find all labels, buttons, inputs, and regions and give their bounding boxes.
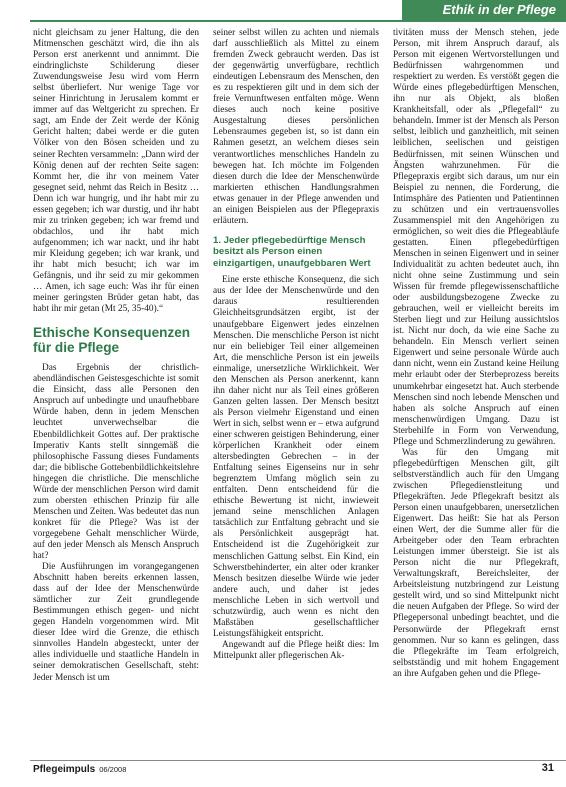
section-label: Ethik in der Pflege [442,2,556,17]
paragraph: seiner selbst willen zu achten und niemals darf ausschließlich als Mittel zu einem fremden Zweck gebraucht werden. Das ist der gegenwärtig unverfügbare, rechtlich eindeutigen Lebensraum des Menschen, den es zu respektieren gilt und in dem sich der freie Vernunftwesen entfalten möge. Wenn dieses auch noch keine positive Ausgestaltung dieses persönlichen Lebensraumes gegeben ist, so ist dann ein Rahmen gesetzt, an welchem dieses sein verantwortliches menschliches Handeln zu bewegen hat. Ich möchte im Folgenden diesen durch die Idee der Menschenwürde markierten ethischen Handlungsrahmen etwas genauer in der Pflege anwenden und an einigen Beispielen aus der Pflegepraxis erläutern. [213,28,379,226]
text-column-3 [393,28,559,750]
subsection-heading: 1. Jeder pflegebedürftige Mensch besitzt als Person einen einzigartigen, unaufgebbaren Wert [213,234,371,269]
paragraph: Das Ergebnis der christlich-abendländischen Geistesgeschichte ist somit die Einsicht, dass alle Personen den Anspruch auf unbedingte und unaufhebbare Würde haben, denn in jedem Menschen leuchtet unverwechselbar die Ebenbildlichkeit Gottes auf. Der praktische Imperativ Kants stellt sinngemäß die philosophische Fassung dieses Fundaments dar; die biblische Gottebenbildlichkeitslehre hingegen die christliche. Die menschliche Würde der menschlichen Person wird damit zum obersten ethischen Prinzip für alle Menschen und Zeiten. Was bedeutet das nun konkret für die Pflege? Was ist der vorgegebene Gehalt menschlicher Würde, auf den jeder Mensch als Mensch Anspruch hat? [33,363,199,562]
paragraph: Eine erste ethische Konsequenz, die sich aus der Idee der Menschenwürde und den daraus resultierenden Gleichheitsgrundsätzen ergibt, ist der unaufgebbare Eigenwert jedes einzelnen Menschen. Die menschliche Person ist nicht nur ein beliebiger Teil einer allgemeinen Art, die menschliche Person ist ein jeweils einmalige, unersetzliche Wirklichkeit. Wer den Menschen als Person anerkennt, kann ihn daher nicht nur als Teil eines größeren Ganzen gelten lassen. Der Mensch besitzt als Person vielmehr Eigenstand und einen Wert in sich, selbst wenn er – etwa aufgrund einer schweren geistigen Behinderung, einer körperlichen Krankheit oder einem altersbedingten Gebrechen – in der Entfaltung seines Eigenseins nur in sehr begrenztem Umfang möglich sein zu entfalten. Denn entscheidend für die ethische Bewertung ist nicht, inwieweit jemand seine menschlichen Anlagen tatsächlich zur Entfaltung gebracht und sie als Persönlichkeit ausgeprägt hat. Entscheidend ist die Zugehörigkeit zur menschlichen Gattung selbst. Ein Kind, ein Schwerstbehinderter, ein alter oder kranker Mensch besitzen dieselbe Würde wie jeder andere auch, und daher ist jedes menschliche Leben in sich wertvoll und schutzwürdig, auch wenn es nicht den Maßstäben gesellschaftlicher Leistungsfähigkeit entspricht. [213,275,379,639]
paragraph: Die Ausführungen im vorangegangenen Abschnitt haben bereits erkennen lassen, dass auf der Idee der Menschenwürde sämtlicher zur Zeit grundlegende Bestimmungen ethisch gegen- und nicht gegen Handeln vorgenommen wird. Mit dieser Idee wird die Grenze, die ethisch sinnvolles Handeln abgesteckt, unter der alles individuelle und staatliche Handeln in seiner demokratischen Gesellschaft, steht: Jeder Mensch ist um [33,562,199,683]
text-column-2 [213,28,379,750]
paragraph: Was für den Umgang mit pflegebedürftigen Menschen gilt, gilt selbstverständlich auch für den Umgang zwischen Pflegedienstleitung und Pflegekräften. Jede Pflegekraft besitzt als Person einen unaufgebbaren, unersetzlichen Eigenwert. Das heißt: Sie hat als Person einen Wert, der die Summe aller für die Arbeitgeber oder den Team erbrachten Leistungen immer übersteigt. Sie ist als Person nicht die nur Pflegekraft, Verwaltungskraft, Bereichsleiter, der Arbeitsleistung nutzbringend zur Leistung gestellt wird, und so sind Mittelpunkt nicht die neuen Aufgaben der Pflege. So wird der Pflegepersonal unbedingt beachtet, und die Personwürde der Pflegekraft ernst genommen. Nur so kann es gelingen, dass die Pflegekräfte im Team erfolgreich, selbstständig und mit hohem Engagement an ihre Aufgaben gehen und die Pflege- [393,447,559,679]
section-header-band [402,0,566,20]
paragraph: tivitäten muss der Mensch stehen, jede Person, mit ihrem Anspruch darauf, als Person mit eigenen Wertvorstellungen und Bedürfnissen wahrgenommen und respektiert zu werden. Es verstößt gegen die Würde eines pflegebedürftigen Menschen, ihn nur als Objekt, als bloßen Krankheitsfall, oder als „Pflegefall“ zu behandeln. Immer ist der Mensch als Person selbst, leiblich und ganzheitlich, mit seinen leiblichen, seelischen und geistigen Bedürfnissen, mit seinen Wünschen und Ängsten wahrzunehmen. Für die Pflegepraxis ergibt sich daraus, um nur ein Beispiel zu nennen, die Forderung, die Intimsphäre des Patienten und Patientinnen zu schützen und ein vertrauensvolles Zusammenspiel mit den Angehörigen zu ermöglichen, so weit dies die Pflegeabläufe gestatten. Einen pflegebedürftigen Menschen in seinen Eigenwert und in seiner Individualität zu achten bedeutet auch, ihn nicht ohne seine Zustimmung und sein Wissen für fremde pflegewissenschaftliche oder ausbildungsbezogene Zwecke zu gebrauchen, weil er vielleicht bereits im Sterben liegt und zur Heilung aussichtslos ist. Nicht nur doch, da wie eine Sache zu behandeln. Ein Mensch verliert seinen Eigenwert und seine personale Würde auch dann nicht, wenn ein Zustand keine Heilung mehr erlaubt oder der Sterbeprozess bereits unumkehrbar eingesetzt hat. Auch sterbende Menschen sind noch lebende Menschen und haben als solche Anspruch auf einen menschenwürdigen Umgang. Dazu ist Sterbehilfe in Form von Verwendung, Pflege und Schmerzlinderung zu gewähren. [393,28,559,447]
paragraph: nicht gleichsam zu jener Haltung, die den Mitmenschen geschätzt wird, die ihn als Person erst anerkennt und annimmt. Die eindringlichste Schilderung dieser Zuwendungsweise Jesu wird vom Herrn selbst überliefert. Nur wenige Tage vor seiner Hinrichtung in Jerusalem kommt er immer auf das Weltgericht zu sprechen. Er sagt, am Ende der Zeit werde der König Gericht halten; dabei werde er die guten Völker von den Bösen scheiden und zu seiner Rechten versammeln: „Dann wird der König denen auf der rechten Seite sagen: Kommt her, die ihr von meinem Vater gesegnet seid, nehmt das Reich in Besitz … Denn ich war hungrig, und ihr habt mir zu essen gegeben; ich war durstig, und ihr habt mir zu trinken gegeben; ich war fremd und obdachlos, und ihr habt mich aufgenommen; ich war nackt, und ihr habt mir Kleidung gegeben; ich war krank, und ihr habt mich besucht; ich war im Gefängnis, und ihr seid zu mir gekommen … Amen, ich sage euch: Was ihr für einen meiner geringsten Brüder getan habt, das habt ihr mir getan (Mt 25, 35-40).“ [33,28,199,315]
footer-rule [30,760,566,761]
paragraph: Angewandt auf die Pflege heißt dies: Im Mittelpunkt aller pflegerischen Ak- [213,639,379,661]
section-heading: Ethische Konsequenzen für die Pflege [33,325,191,356]
page-number: 31 [541,762,554,774]
text-column-1 [33,28,199,750]
footer-publication [33,764,126,775]
publication-name: Pflegeimpuls [33,764,96,775]
issue-number: 06/2008 [99,765,127,774]
header-rule [30,20,566,22]
